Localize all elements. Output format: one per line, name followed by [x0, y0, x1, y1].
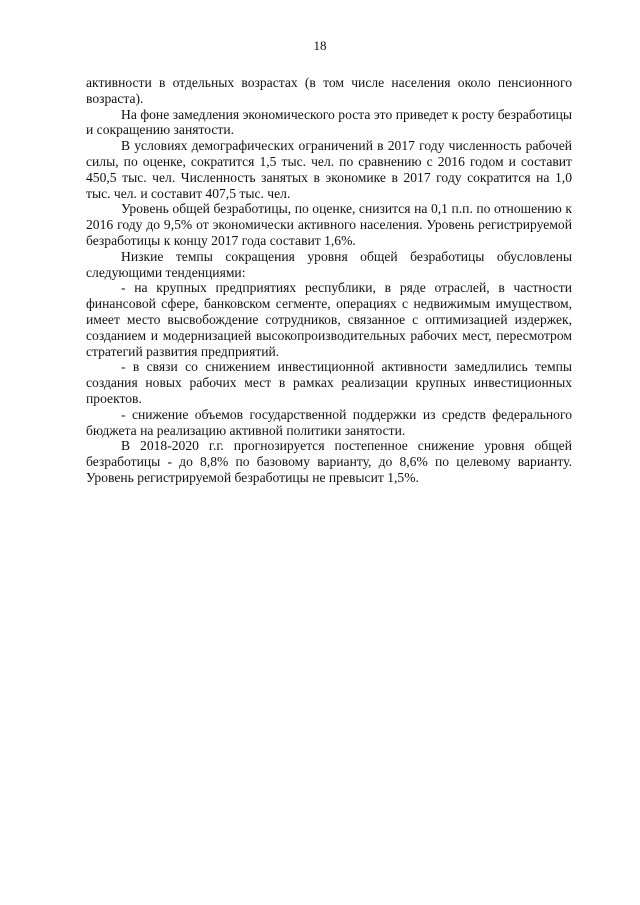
paragraph-continuation: активности в отдельных возрастах (в том числе населения около пенсионного возраста).	[86, 75, 572, 106]
paragraph-trends-intro: Низкие темпы сокращения уровня общей безработицы обусловлены следующими тенденциями:	[86, 248, 572, 280]
list-item-large-enterprises: - на крупных предприятиях республики, в ряде отраслей, в частности финансовой сфере, банковском сегменте, операциях с недвижимым имуществом, имеет место высвобождение сотрудников, связанное с оптимизацией издержек, созданием и модернизацией высокопроизводительных рабочих мест, пересмотром стратегий развития предприятий.	[86, 280, 572, 359]
paragraph-labor-force: В условиях демографических ограничений в 2017 году численность рабочей силы, по оценке, сократится 1,5 тыс. чел. по сравнению с 2016 годом и составит 450,5 тыс. чел. Численность занятых в экономике в 2017 году сократится на 1,0 тыс. чел. и составит 407,5 тыс. чел.	[86, 138, 572, 201]
page-number: 18	[313, 38, 327, 53]
paragraph-economic-slowdown: На фоне замедления экономического роста это приведет к росту безработицы и сокращению занятости.	[86, 106, 572, 138]
list-item-federal-support: - снижение объемов государственной поддержки из средств федерального бюджета на реализацию активной политики занятости.	[86, 406, 572, 438]
document-body	[86, 75, 572, 486]
paragraph-forecast: В 2018-2020 г.г. прогнозируется постепенное снижение уровня общей безработицы - до 8,8% по базовому варианту, до 8,6% по целевому варианту. Уровень регистрируемой безработицы не превысит 1,5%.	[86, 438, 572, 485]
list-item-investment-activity: - в связи со снижением инвестиционной активности замедлились темпы создания новых рабочих мест в рамках реализации крупных инвестиционных проектов.	[86, 359, 572, 406]
paragraph-unemployment-rate: Уровень общей безработицы, по оценке, снизится на 0,1 п.п. по отношению к 2016 году до 9,5% от экономически активного населения. Уровень регистрируемой безработицы к концу 2017 года составит 1,6%.	[86, 201, 572, 248]
